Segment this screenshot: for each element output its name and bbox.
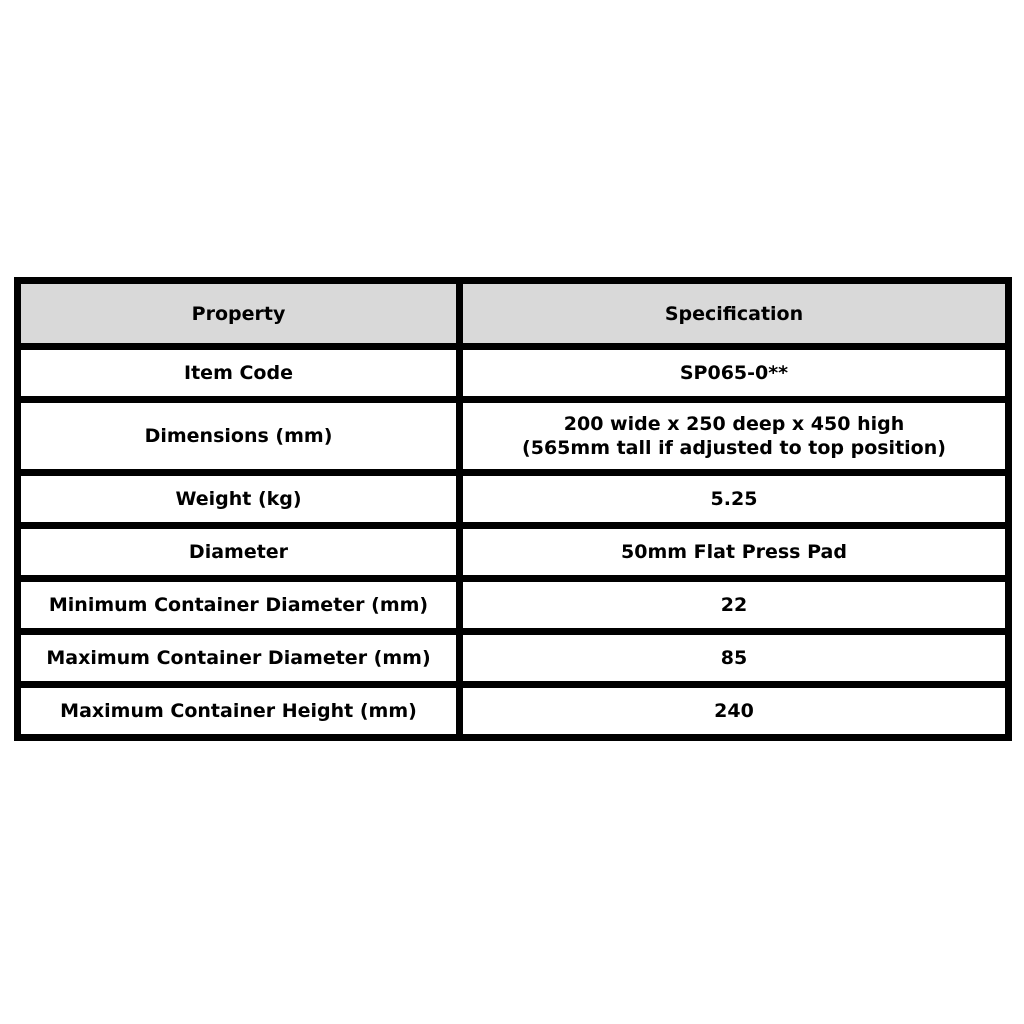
table-row (21, 350, 1005, 396)
property-cell: Diameter (21, 529, 456, 575)
table-row (21, 582, 1005, 628)
spec-line: (565mm tall if adjusted to top position) (522, 437, 946, 459)
property-cell: Minimum Container Diameter (mm) (21, 582, 456, 628)
property-cell: Maximum Container Diameter (mm) (21, 635, 456, 681)
property-cell: Weight (kg) (21, 476, 456, 522)
table-header-row (21, 284, 1005, 343)
spec-cell: 240 (463, 688, 1005, 734)
header-property: Property (21, 284, 456, 343)
table-row (21, 529, 1005, 575)
spec-cell: 5.25 (463, 476, 1005, 522)
spec-cell: 22 (463, 582, 1005, 628)
table-row (21, 476, 1005, 522)
specification-table (14, 277, 1012, 741)
spec-cell: 85 (463, 635, 1005, 681)
table-row (21, 403, 1005, 469)
property-cell: Dimensions (mm) (21, 403, 456, 469)
spec-cell: 50mm Flat Press Pad (463, 529, 1005, 575)
spec-cell: SP065-0** (463, 350, 1005, 396)
table-row (21, 635, 1005, 681)
property-cell: Item Code (21, 350, 456, 396)
property-cell: Maximum Container Height (mm) (21, 688, 456, 734)
spec-line: 200 wide x 250 deep x 450 high (563, 413, 905, 435)
header-specification: Specification (463, 284, 1005, 343)
spec-cell (463, 403, 1005, 469)
table-row (21, 688, 1005, 734)
